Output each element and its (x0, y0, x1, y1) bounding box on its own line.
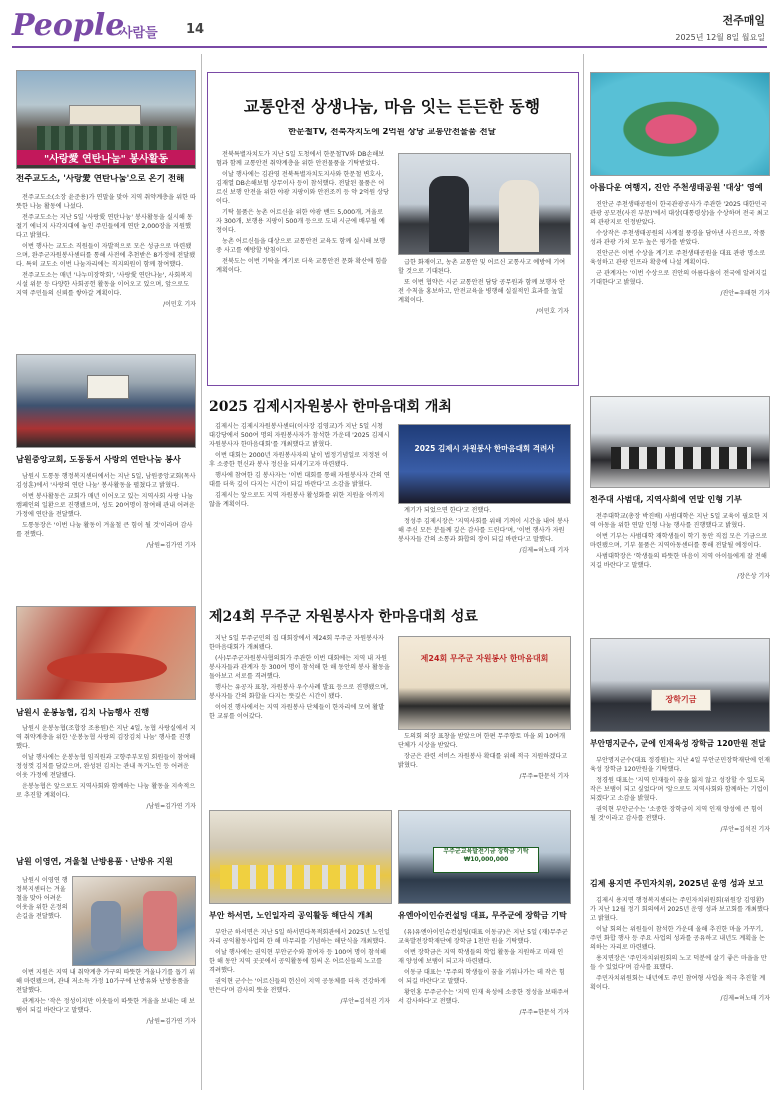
para: 장군은 관련 서비스 자원봉사 확대를 위해 적극 지원하겠다고 밝혔다. (398, 753, 568, 769)
para: 용지면장은 '주민자치위원회의 노고 덕분에 살기 좋은 마을을 만들 수 있었다'며 감사를 표했다. (590, 955, 767, 971)
para: 수상작은 주천생태공원의 사계절 풍경을 담아낸 사진으로, 작품성과 관광 가치 모두 높은 평가를 받았다. (590, 230, 766, 246)
para: 또 이번 협약은 시군 교통안전 담당 공무원과 함께 보행자 안전 수칙을 홍보하고, 안전교육을 병행해 실질적인 효과를 높일 계획이다. (398, 279, 566, 304)
byline: /무주=한문석 기자 (519, 1009, 569, 1016)
para: 지난 5일 무주군민의 집 대회장에서 제24회 무주군 자원봉사자 한마음대회가 개최됐다. (209, 635, 385, 651)
para: 행사는 유공자 표창, 자원봉사 우수사례 발표 등으로 진행됐으며, 봉사자들 간의 화합을 다지는 뜻깊은 시간이 됐다. (209, 684, 389, 700)
para: 진안군 주천생태공원이 한국관광공사가 주관한 '2025 대한민국 관광 공모전(사진 부문)'에서 대상(대통령상)을 수상하며 전국 최고의 관광지로 인정받았다. (590, 201, 769, 226)
photo-ecological-park (590, 72, 770, 176)
para: 급한 화재이고, 농촌 교통안 및 어르신 교통사고 예방에 기여할 것으로 기대된다. (398, 259, 566, 275)
article-center-2b (398, 506, 569, 572)
headline-right-3: 부안명지군수, 군에 인재육성 장학금 120만원 전달 (590, 739, 766, 748)
byline: /장은상 기자 (737, 573, 770, 580)
para: 이날 회의는 위원들이 참석한 가운데 올해 추진한 마을 가꾸기, 주민 화합 행사 등 주요 사업의 성과를 공유하고 내년도 계획을 논의하는 자리로 마련됐다. (590, 926, 766, 951)
photo-gimje-volunteer-event (398, 424, 571, 504)
para: (사)무주군자원봉사협의회가 주관한 이번 대회에는 지역 내 자원봉사자들과 관계자 등 300여 명이 참석해 한 해 동안의 봉사 활동을 돌아보고 서로를 격려했다. (209, 655, 390, 680)
byline: /남원=김가연 기자 (146, 542, 196, 549)
article-left-4-text (16, 876, 68, 966)
para: 김제시는 앞으로도 지역 자원봉사 활성화를 위한 지원을 아끼지 않을 계획이다. (209, 492, 385, 508)
headline-center-5: 유엔아이인슈컨설팅 대표, 무주군에 장학금 기탁 (398, 911, 567, 920)
article-center-3 (209, 634, 390, 806)
person-figure (143, 891, 177, 951)
subhead-center-1: 한문철TV, 전북자치도에 2억원 상당 교통안전물품 전달 (288, 128, 496, 137)
para: 정경원 대표는 '지역 인재들이 꿈을 잃지 않고 성장할 수 있도록 작은 보탬이 되고 싶었다'며 '앞으로도 지역사회와 함께하는 기업이 되겠다'고 소감을 밝혔다. (590, 777, 769, 802)
photo-heating-supplies (72, 876, 196, 966)
para: 남원시 도통동 행정복지센터에서는 지난 5일, 남원중앙교회(목사 김성훈)에서 '사랑의 연탄 나눔' 봉사활동을 펼쳤다고 밝혔다. (16, 473, 196, 489)
check-board-text: 장학기금 (651, 689, 711, 711)
masthead (12, 6, 767, 48)
headline-left-1: 전주교도소, '사랑愛 연탄나눔'으로 온기 전해 (16, 174, 185, 184)
headline-right-1: 아름다운 여행지, 진안 주천생태공원 '대상' 영예 (590, 182, 763, 192)
para: 부안명지군수(대표 정경원)는 지난 4일 부안군민장학재단에 인재육성 장학금 120만원을 기탁했다. (590, 757, 770, 773)
para: 정성주 김제시장은 '지역사회를 위해 기꺼이 시간을 내어 봉사해 주신 모든 분들께 깊은 감사를 드린다'며, '이번 행사가 자원봉사자들 간의 소통과 화합의 장이 되길 바란다'고 말했다. (398, 518, 569, 543)
headline-left-2: 남원중앙교회, 도동동서 사랑의 연탄나눔 봉사 (16, 454, 181, 464)
para: 권익현 군수는 '어르신들의 헌신이 지역 공동체를 더욱 건강하게 만든다'며 감사의 뜻을 전했다. (209, 978, 386, 994)
para: 김제시 용지면 행정복지센터는 주민자치위원회(위원장 김영환)가 지난 12월 정기 회의에서 2025년 운영 성과 보고회를 개최했다고 밝혔다. (590, 897, 769, 922)
headline-center-4: 부안 하서면, 노인일자리 공익활동 해단식 개최 (209, 911, 373, 920)
headline-center-2: 2025 김제시자원봉사 한마음대회 개최 (209, 399, 452, 415)
para: 부안군 하서면은 지난 5일 하서면다목적회관에서 2025년 노인일자리 공익활동사업의 한 해 마무리를 기념하는 해단식을 개최했다. (209, 929, 390, 945)
headline-right-4: 김제 용지면 주민자치위, 2025년 운영 성과 보고 (590, 879, 764, 888)
photo-safety-donation (398, 153, 571, 255)
byline: /진안=우태현 기자 (720, 290, 770, 297)
para: 김제시는 김제시자원봉사센터(이사장 김영교)가 지난 5일 시청 대강당에서 500여 명의 자원봉사자가 참석한 가운데 '2025 김제시자원봉사자 한마음대회'를 개최했다고 밝혔다. (209, 423, 390, 448)
byline: /남원=김가연 기자 (146, 1018, 196, 1025)
para: 이번 대회는 2000년 자원봉사자의 날이 법정기념일로 지정된 이후 소중한 헌신과 봉사 정신을 되새기고자 마련됐다. (209, 452, 388, 468)
para: 주민자치위원회는 내년에도 주민 참여형 사업을 적극 추진할 계획이다. (590, 975, 766, 991)
para: 전북특별자치도가 지난 5일 도청에서 한문철TV와 DB손해보험과 함께 교통안전 취약계층을 위한 안전물품을 기탁받았다. (216, 151, 385, 167)
para: 이동규 대표는 '무주의 학생들이 꿈을 키워나가는 데 작은 힘이 되길 바란다'고 말했다. (398, 969, 565, 985)
article-left-1 (16, 193, 196, 341)
column-rule-right (583, 54, 584, 1090)
para: 이날 행사에는 권익현 부안군수와 참여자 등 100여 명이 참석해 한 해 동안 지역 곳곳에서 공익활동에 힘써 온 어르신들의 노고를 격려했다. (209, 949, 386, 974)
article-center-5 (398, 928, 569, 1090)
banner (69, 105, 141, 125)
article-center-4 (209, 928, 390, 1090)
photo-muju-volunteer-event (398, 636, 571, 730)
para: 군 관계자는 '이번 수상으로 진안의 아름다움이 전국에 알려지길 기대한다'고 밝혔다. (590, 270, 767, 286)
byline: /김제=허노태 기자 (720, 995, 770, 1002)
newspaper-name: 전주매일 (722, 14, 765, 27)
kimchi-basin (47, 653, 167, 683)
para: 계기가 되었으면 한다'고 전했다. (404, 507, 492, 514)
attendees-row (220, 865, 380, 889)
article-left-4 (16, 968, 196, 1090)
page-number: 14 (186, 22, 205, 37)
byline: /이민호 기자 (536, 308, 569, 315)
para: 행사에 참여한 김 봉사자는 '이번 대회를 통해 자원봉사자 간의 연대를 더욱 깊이 다지는 시간이 되길 바란다'고 소감을 밝혔다. (209, 472, 390, 488)
para: 기탁 물품은 농촌 어르신을 위한 야광 밴드 5,000개, 겨울로 자 300개, 보행용 지팡이 500개 등으로 도내 시군에 배부될 예정이다. (216, 209, 385, 234)
headline-right-2: 전주대 사범대, 지역사회에 연말 인형 기부 (590, 494, 742, 504)
para: 남원시 이영연 행정복지센터는 겨울철을 맞아 어려운 이웃을 위한 온정의 손길을 전달했다. (16, 877, 68, 920)
article-right-3 (590, 756, 770, 866)
students-row (611, 447, 751, 469)
para: 황인홍 무주군수는 '지역 인재 육성에 소중한 정성을 보태주셔서 감사하다'고 전했다. (398, 989, 569, 1005)
byline: /부안=김석진 기자 (340, 998, 390, 1005)
para: 농촌 어르신들을 대상으로 교통안전 교육도 함께 실시해 보행 중 사고를 예방할 방침이다. (216, 238, 386, 254)
para: 이번 장학금은 지역 학생들의 학업 활동을 지원하고 미래 인재 양성에 보탬이 되고자 마련됐다. (398, 949, 564, 965)
byline: /무주=한문석 기자 (519, 773, 569, 780)
byline: /부안=김석진 기자 (720, 826, 770, 833)
para: 이번 봉사활동은 교회가 매년 이어오고 있는 지역사회 사랑 나눔 캠페인의 일환으로 진행됐으며, 성도 20여명이 참여해 관내 어려운 가정에 연탄을 전달했다. (16, 493, 196, 518)
photo-church-volunteers (16, 354, 196, 448)
article-center-1 (216, 150, 390, 378)
stage-banner-text: 제24회 무주군 자원봉사 한마음대회 (420, 654, 549, 663)
byline: /남원=김가연 기자 (146, 803, 196, 810)
para: 진안군은 이번 수상을 계기로 주천생태공원을 대표 관광 명소로 육성하고 관광 인프라 확충에 나설 계획이다. (590, 250, 766, 266)
article-right-4 (590, 896, 770, 1090)
byline: /김제=허노태 기자 (519, 547, 569, 554)
section-korean: 사람들 (120, 26, 158, 41)
check-board-text: 무주군교육발전기금 장학금 기탁 ₩10,000,000 (433, 847, 539, 873)
para: 전주대학교(총장 박진배) 사범대학은 지난 5일 교육이 필요한 지역 아동을 위한 연말 인형 나눔 행사를 진행했다고 밝혔다. (590, 513, 768, 529)
para: 전북도는 이번 기탁을 계기로 더욱 교통안전 문화 확산에 힘쓸 계획이다. (216, 258, 388, 274)
article-center-1b (398, 258, 569, 378)
article-right-1 (590, 200, 770, 386)
photo-briquette-sharing (16, 70, 196, 169)
para: 도통동장은 '이번 나눔 활동이 겨울철 큰 힘이 될 것'이라며 감사를 전했다. (16, 522, 193, 538)
person-figure (499, 180, 539, 252)
photo-doll-donation (590, 396, 770, 488)
para: 전주교도소는 지난 5일 '사랑愛 연탄나눔' 봉사활동을 실시해 동절기 에너지 사각지대에 놓인 주민들에게 연탄 2,000장을 지원했다고 밝혔다. (16, 214, 193, 239)
para: 운봉농협은 앞으로도 지역사회와 함께하는 나눔 활동을 지속적으로 추진할 계획이다. (16, 783, 196, 799)
people-row (37, 126, 177, 150)
para: 남원시 운봉농협(조합장 조용원)은 지난 4일, 농협 사랑실에서 지역 취약계층을 위한 '운봉농협 사랑의 김장김치 나눔' 행사를 진행했다. (16, 725, 196, 750)
article-right-2 (590, 512, 770, 624)
photo-kimchi-making (16, 606, 196, 700)
para: (유)유엔아이인슈컨설팅(대표 이동규)은 지난 5일 (재)무주군교육발전장학재단에 장학금 1천만 원을 기탁했다. (398, 929, 568, 945)
para: 이날 행사에는 운봉농협 임직원과 고향주부모임 회원들이 참여해 정성껏 김치를 담갔으며, 완성된 김치는 관내 독거노인 등 어려운 이웃 가정에 전달됐다. (16, 754, 196, 779)
column-rule-left (201, 54, 202, 1090)
para: 도의회 의장 표창을 받았으며 한편 무주향토 마을 외 10여개 단체가 시상을 받았다. (398, 733, 566, 749)
article-center-2 (209, 422, 390, 572)
para: 권익현 부안군수는 '소중한 장학금이 지역 인재 양성에 큰 힘이 될 것'이라고 감사를 전했다. (590, 806, 763, 822)
stage-screen-text: 2025 김제시 자원봉사 한마음대회 격려사 (414, 444, 555, 453)
article-left-3 (16, 724, 196, 842)
para: 관계자는 '작은 정성이지만 이웃들이 따뜻한 겨울을 보내는 데 보탬이 되길 바란다'고 말했다. (16, 998, 195, 1014)
person-figure (91, 901, 121, 951)
headline-center-3: 제24회 무주군 자원봉사자 한마음대회 성료 (209, 609, 478, 625)
headline-center-1: 교통안전 상생나눔, 마음 잇는 든든한 동행 (243, 97, 541, 116)
article-center-3b (398, 732, 569, 806)
para: 이어진 행사에서는 지역 자원봉사 단체들이 한자리에 모여 활발한 교류를 이어갔다. (209, 704, 385, 720)
para: 이번 행사는 교도소 직원들이 자발적으로 모은 성금으로 마련됐으며, 완주군자원봉사센터를 통해 사전에 추천받은 8가정에 전달됐다. 특히 교도소 이번 나눔자리에는 직지의원이 함께 참여했다. (16, 243, 196, 268)
headline-left-4: 남원 이영연, 겨울철 난방용품ㆍ난방유 지원 (16, 856, 173, 866)
issue-date: 2025년 12월 8일 월요일 (675, 33, 765, 42)
para: 이날 행사에는 김관영 전북특별자치도지사와 한문철 변호사, 김재열 DB손해보험 상무이사 등이 참석했다. 전달된 물품은 어르신 보행 안전을 위한 야광 지팡이와 안전조끼 등 약 2억원 상당이다. (216, 171, 390, 205)
article-left-2 (16, 472, 196, 590)
para: 이번 기부는 사범대학 재학생들이 학기 동안 직접 모은 기금으로 마련됐으며, 기부 물품은 지역아동센터를 통해 전달될 예정이다. (590, 533, 768, 549)
para: 전주교도소는 매년 '나누미장학회', '사랑愛 연탄나눔', 사회복지시설 위문 등 다양한 사회공헌 활동을 이어오고 있으며, 앞으로도 지역 주민들의 신뢰를 쌓아갈 계획이다. (16, 272, 193, 297)
headline-left-3: 남원시 운봉농협, 김치 나눔행사 진행 (16, 707, 150, 717)
para: 이번 지원은 지역 내 취약계층 가구의 따뜻한 겨울나기를 돕기 위해 마련됐으며, 관내 저소득 가정 10가구에 난방유와 난방용품을 전달했다. (16, 969, 196, 994)
sign-board (87, 375, 129, 399)
section-logo: People (12, 8, 125, 43)
byline: /이민호 기자 (163, 301, 196, 308)
photo-senior-jobs-ceremony (209, 810, 392, 904)
photo-scholarship-donation (398, 810, 571, 904)
para: 전주교도소(소장 윤준용)가 연말을 맞아 지역 취약계층을 위한 따뜻한 나눔 활동에 나섰다. (16, 194, 196, 210)
para: 사범대학장은 '학생들의 따뜻한 마음이 지역 아이들에게 잘 전해지길 바란다'고 말했다. (590, 553, 767, 569)
photo-scholarship-check (590, 638, 770, 732)
photo-caption: "사랑愛 연탄나눔" 봉사활동 (17, 150, 195, 165)
person-figure (429, 176, 469, 252)
